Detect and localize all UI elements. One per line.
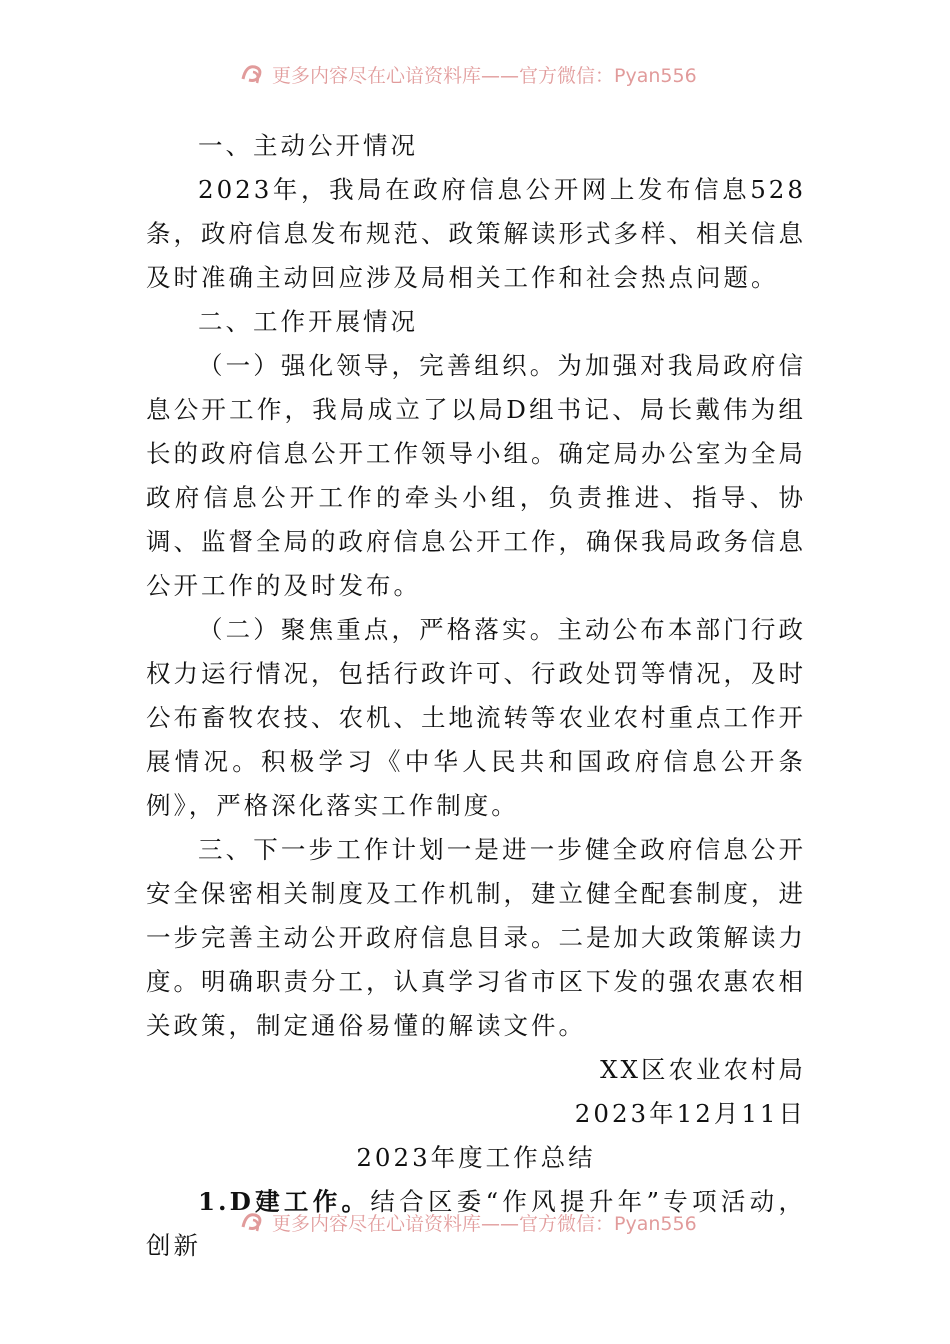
document-body: [146, 124, 806, 1268]
section1-heading: 一、主动公开情况: [198, 131, 418, 160]
logo-icon: [240, 1211, 266, 1233]
watermark-top: [240, 60, 740, 88]
watermark-text: 更多内容尽在心谙资料库——官方微信：Pyan556: [272, 64, 697, 87]
section3-paragraph: 三、下一步工作计划一是进一步健全政府信息公开安全保密相关制度及工作机制，建立健全配套制度，进一步完善主动公开政府信息目录。二是加大政策解读力度。明确职责分工，认真学习省市区下发的强农惠农相关政策，制定通俗易懂的解读文件。: [146, 835, 806, 1040]
section1-paragraph: 2023年，我局在政府信息公开网上发布信息528条，政府信息发布规范、政策解读形式多样、相关信息及时准确主动回应涉及局相关工作和社会热点问题。: [146, 175, 806, 292]
section2-paragraph-2: （二）聚焦重点，严格落实。主动公布本部门行政权力运行情况，包括行政许可、行政处罚等情况，及时公布畜牧农技、农机、土地流转等农业农村重点工作开展情况。积极学习《中华人民共和国政府信息公开条例》，严格深化落实工作制度。: [146, 615, 806, 820]
watermark-bottom: [240, 1208, 740, 1236]
lead-text: 结合区委“作风提升年”专项活动，创新: [146, 1187, 806, 1260]
logo-icon: [240, 63, 266, 85]
section2-heading: 二、工作开展情况: [198, 307, 418, 336]
watermark-text: 更多内容尽在心谙资料库——官方微信：Pyan556: [272, 1212, 697, 1235]
section2-paragraph-1: （一）强化领导，完善组织。为加强对我局政府信息公开工作，我局成立了以局D组书记、局长戴伟为组长的政府信息公开工作领导小组。确定局办公室为全局政府信息公开工作的牵头小组，负责推进、指导、协调、监督全局的政府信息公开工作，确保我局政务信息公开工作的及时发布。: [146, 351, 806, 600]
lead-heading: 1.D建工作。: [198, 1187, 371, 1216]
signature-date: 2023年12月11日: [574, 1099, 806, 1128]
signature-org: XX区农业农村局: [600, 1055, 806, 1084]
next-doc-title: 2023年度工作总结: [356, 1143, 596, 1172]
